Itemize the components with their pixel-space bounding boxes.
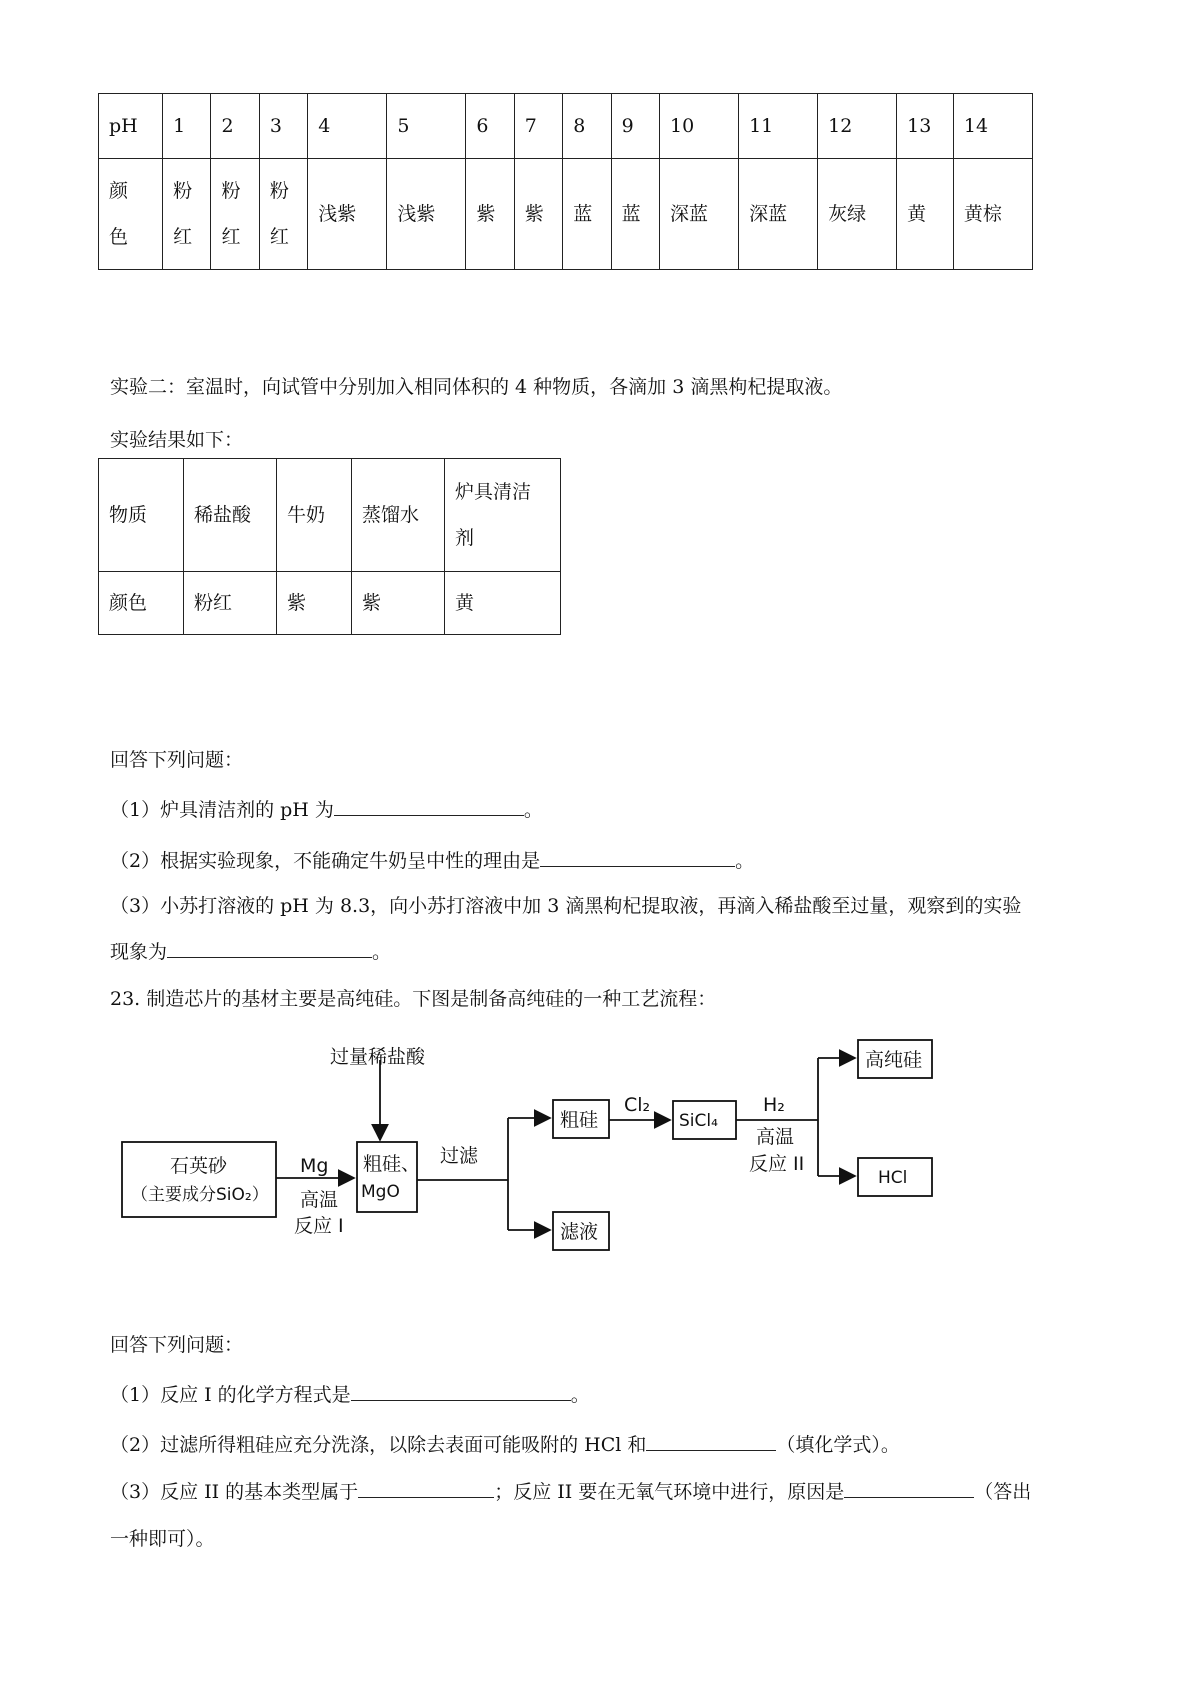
q23-q2: [110, 1430, 900, 1457]
color-cell: 紫: [352, 572, 445, 635]
substance-text: 剂: [455, 527, 475, 549]
ph-value-cell: 5: [387, 94, 466, 159]
substance-header-cell: 物质: [99, 459, 184, 572]
ph-header-cell: pH: [99, 94, 163, 159]
ph-value-cell: 2: [211, 94, 259, 159]
answer-blank[interactable]: [351, 1382, 571, 1401]
color-cell: 黄: [897, 159, 954, 270]
ph-value-cell: 3: [259, 94, 307, 159]
color-cell: 蓝: [611, 159, 659, 270]
ph-value-cell: 8: [563, 94, 611, 159]
q23-title: 23. 制造芯片的基材主要是高纯硅。下图是制备高纯硅的一种工艺流程：: [110, 988, 717, 1010]
color-text: 粉: [269, 180, 289, 202]
color-cell: 蓝: [563, 159, 611, 270]
color-cell: 深蓝: [739, 159, 818, 270]
h2-label: H₂: [763, 1094, 785, 1116]
q23-q3-mid: ；反应 II 要在无氧气环境中进行，原因是: [494, 1481, 845, 1503]
raw-material-sub-label: （主要成分SiO₂）: [131, 1185, 269, 1205]
q22-q2-end: 。: [735, 850, 755, 872]
q22-q1-end: 。: [523, 799, 543, 821]
color-cell: 深蓝: [660, 159, 739, 270]
color-text: 粉: [173, 180, 193, 202]
color-cell: 浅紫: [387, 159, 466, 270]
reaction2-cond-a: 高温: [756, 1126, 795, 1148]
answer-blank[interactable]: [358, 1479, 494, 1498]
filter-label: 过滤: [440, 1145, 479, 1167]
substance-cell: 牛奶: [277, 459, 352, 572]
color-cell: 粉红: [184, 572, 277, 635]
q22-q1-text: （1）炉具清洁剂的 pH 为: [110, 799, 334, 821]
q22-q3-line1: （3）小苏打溶液的 pH 为 8.3，向小苏打溶液中加 3 滴黑枸杞提取液，再滴入稀盐酸至过量，观察到的实验: [110, 895, 1022, 917]
substance-cell: 蒸馏水: [352, 459, 445, 572]
color-cell: 浅紫: [308, 159, 387, 270]
cl2-label: Cl₂: [624, 1094, 651, 1116]
reaction1-cond-b: 反应 I: [294, 1215, 344, 1237]
raw-material-box: [122, 1142, 276, 1217]
q23-q3: [110, 1477, 1031, 1504]
q22-q2-text: （2）根据实验现象，不能确定牛奶呈中性的理由是: [110, 850, 541, 872]
q23-q3-text: （3）反应 II 的基本类型属于: [110, 1481, 359, 1503]
reagent-label: 过量稀盐酸: [330, 1046, 426, 1068]
q22-q3-end: 。: [372, 941, 392, 963]
q23-q1: [110, 1380, 590, 1407]
q23-q2-end: （填化学式）。: [776, 1434, 900, 1456]
color-text: 粉: [221, 180, 241, 202]
hcl-label: HCl: [878, 1168, 908, 1188]
color-header-cell: 颜色: [99, 572, 184, 635]
mixture-label-2: MgO: [361, 1182, 400, 1202]
color-header-line: 颜: [109, 180, 129, 202]
q23-q1-text: （1）反应 I 的化学方程式是: [110, 1384, 351, 1406]
q23-q3-line2: 一种即可）。: [110, 1528, 215, 1550]
color-header-line: 色: [109, 226, 129, 248]
color-text: 红: [221, 226, 241, 248]
ph-value-cell: 13: [897, 94, 954, 159]
answer-blank[interactable]: [844, 1479, 974, 1498]
color-cell: 黄: [445, 572, 561, 635]
reaction2-cond-b: 反应 II: [749, 1153, 805, 1175]
pure-si-label: 高纯硅: [865, 1049, 923, 1071]
q22-answer-prompt: 回答下列问题：: [110, 749, 244, 771]
color-cell: 紫: [277, 572, 352, 635]
q23-answer-prompt: 回答下列问题：: [110, 1334, 244, 1356]
q23-q1-end: 。: [570, 1384, 590, 1406]
filtrate-label: 滤液: [560, 1221, 599, 1243]
ph-value-cell: 1: [163, 94, 211, 159]
ph-value-cell: 11: [739, 94, 818, 159]
mixture-label-1: 粗硅、: [363, 1153, 421, 1175]
color-text: 红: [173, 226, 193, 248]
color-cell: 灰绿: [818, 159, 897, 270]
ph-value-cell: 7: [514, 94, 562, 159]
ph-value-cell: 12: [818, 94, 897, 159]
ph-value-cell: 10: [660, 94, 739, 159]
raw-material-label: 石英砂: [170, 1155, 228, 1177]
reaction1-cond-a: 高温: [300, 1189, 339, 1211]
ph-value-cell: 14: [953, 94, 1032, 159]
answer-blank[interactable]: [646, 1432, 776, 1451]
sicl4-label: SiCl₄: [679, 1111, 718, 1131]
color-text: 红: [269, 226, 289, 248]
q22-q3-text: 现象为: [110, 941, 168, 963]
color-cell: 紫: [466, 159, 514, 270]
color-cell: 黄棕: [953, 159, 1032, 270]
mg-label: Mg: [300, 1155, 329, 1177]
ph-value-cell: 9: [611, 94, 659, 159]
exp2-result-label: 实验结果如下：: [110, 429, 244, 451]
exp2-intro: 实验二：室温时，向试管中分别加入相同体积的 4 种物质，各滴加 3 滴黑枸杞提取液。: [110, 376, 843, 398]
ph-value-cell: 4: [308, 94, 387, 159]
color-cell: 紫: [514, 159, 562, 270]
q23-q3-end: （答出: [974, 1481, 1032, 1503]
substance-text: 炉具清洁: [455, 481, 532, 503]
ph-value-cell: 6: [466, 94, 514, 159]
q23-q2-text: （2）过滤所得粗硅应充分洗涤，以除去表面可能吸附的 HCl 和: [110, 1434, 647, 1456]
substance-cell: 稀盐酸: [184, 459, 277, 572]
crude-si-label: 粗硅: [560, 1109, 599, 1131]
